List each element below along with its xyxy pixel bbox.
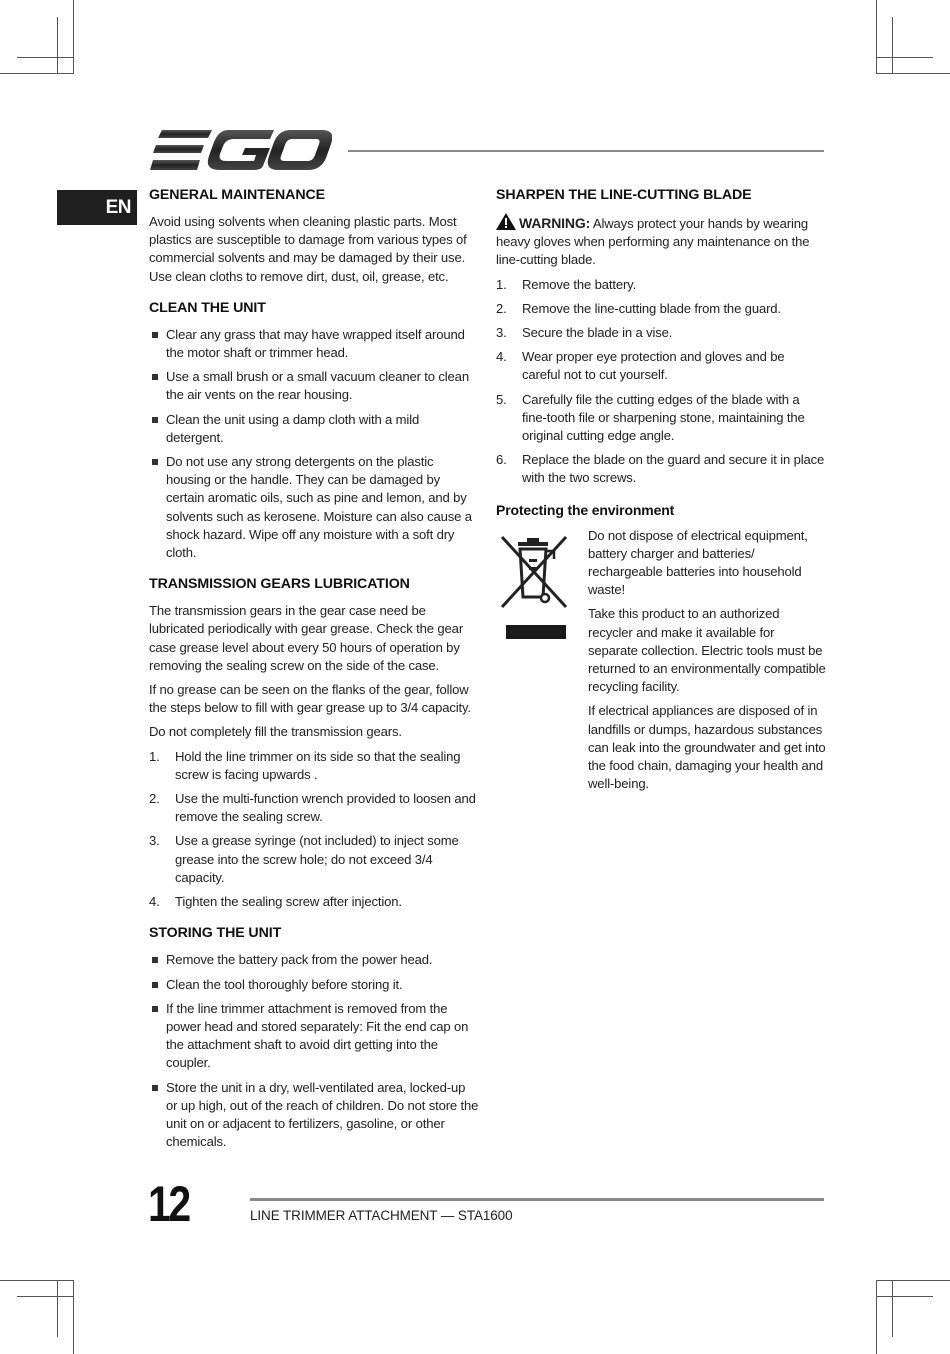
list-item: Store the unit in a dry, well-ventilated area, locked-up or up high, out of the reach of children. Do not store the unit on or adjacent to fertilizers, gasoline, or other chemicals. [149, 1079, 479, 1152]
warning-triangle-icon [496, 213, 516, 230]
environment-section [496, 501, 826, 794]
list-item [149, 832, 479, 887]
step-number: 4. [496, 349, 507, 365]
step-number: 5. [496, 391, 507, 407]
step-number: 4. [149, 894, 160, 910]
list-item: Use a small brush or a small vacuum cleaner to clean the air vents on the rear housing. [149, 368, 479, 404]
step-number: 1. [496, 276, 507, 292]
step-text: Secure the blade in a vise. [522, 325, 673, 341]
list-item [496, 391, 826, 446]
list-item: If the line trimmer attachment is removed from the power head and stored separately: Fit the end cap on the attachment shaft to avoid dirt getting into the coupler. [149, 1000, 479, 1073]
numbered-list [496, 276, 826, 488]
list-item: Do not use any strong detergents on the plastic housing or the handle. They can be damaged by certain aromatic oils, such as pine and lemon, and by solvents such as kerosene. Moisture can also cause a shock hazard. Wipe off any moisture with a soft dry cloth. [149, 453, 479, 562]
paragraph: If electrical appliances are disposed of in landfills or dumps, hazardous substances can leak into the groundwater and get into the food chain, damaging your health and well-being. [588, 703, 826, 792]
step-text: Tighten the sealing screw after injection. [175, 894, 402, 910]
section-heading: STORING THE UNIT [149, 925, 282, 942]
section-heading: SHARPEN THE LINE-CUTTING BLADE [496, 187, 752, 203]
paragraph: Do not dispose of electrical equipment, battery charger and batteries/ rechargeable batteries into household waste! [588, 527, 808, 598]
step-number: 3. [149, 833, 160, 849]
paragraph: Take this product to an authorized recycler and make it available for separate collection. Electric tools must be returned to an environmentally compatible recycling facility. [588, 606, 826, 695]
step-number: 1. [149, 748, 160, 764]
step-text: Hold the line trimmer on its side so that the sealing screw is facing upwards . [175, 748, 461, 782]
step-text: Replace the blade on the guard and secure it in place with the two screws. [522, 452, 825, 486]
right-column [496, 186, 826, 806]
sharpen-section [496, 186, 826, 488]
step-number: 3. [496, 325, 507, 341]
warning-label: WARNING: [519, 215, 591, 231]
list-item [149, 748, 479, 784]
step-text: Remove the battery. [522, 276, 637, 292]
paragraph: The transmission gears in the gear case need be lubricated periodically with gear grease. Check the gear case grease level about every 50 hours of operation by removing the sealing screw on the side of the case. [149, 603, 464, 673]
environment-text [588, 527, 826, 794]
paragraph: Do not completely fill the transmission gears. [149, 724, 402, 740]
section-heading: CLEAN THE UNIT [149, 299, 266, 316]
clean-unit-section [149, 299, 479, 562]
paragraph: If no grease can be seen on the flanks of the gear, follow the steps below to fill with gear grease up to 3/4 capacity. [149, 682, 471, 716]
section-heading: TRANSMISSION GEARS LUBRICATION [149, 576, 410, 593]
step-number: 6. [496, 452, 507, 468]
list-item: Clean the unit using a damp cloth with a mild detergent. [149, 411, 479, 447]
language-tab: EN [57, 190, 137, 225]
step-number: 2. [149, 791, 160, 807]
list-item [496, 276, 826, 294]
header-rule [348, 150, 824, 152]
step-number: 2. [496, 300, 507, 316]
warning-text: Always protect your hands by wearing heavy gloves when performing any maintenance on the line-cutting blade. [496, 216, 810, 268]
footer-title: LINE TRIMMER ATTACHMENT — STA1600 [250, 1208, 513, 1223]
transmission-section [149, 575, 479, 911]
list-item [496, 324, 826, 342]
list-item [149, 790, 479, 826]
general-maintenance-section [149, 186, 479, 286]
footer-rule [250, 1198, 824, 1201]
section-heading: GENERAL MAINTENANCE [149, 187, 325, 203]
environment-body [496, 527, 826, 794]
paragraph: Avoid using solvents when cleaning plastic parts. Most plastics are susceptible to damage from various types of commercial solvents and may be damaged by their use. Use clean cloths to remove dirt, dust, oil, grease, etc. [149, 214, 467, 284]
storing-section [149, 924, 479, 1151]
step-text: Use the multi-function wrench provided to loosen and remove the sealing screw. [175, 791, 476, 825]
section-heading: Protecting the environment [496, 501, 675, 518]
step-text: Carefully file the cutting edges of the blade with a fine-tooth file or sharpening stone, maintaining the original cutting edge angle. [522, 391, 805, 444]
ego-logo [150, 128, 332, 172]
step-text: Use a grease syringe (not included) to inject some grease into the screw hole; do not exceed 3/4 capacity. [175, 833, 459, 885]
bullet-list [149, 326, 479, 562]
step-text: Remove the line-cutting blade from the guard. [522, 300, 781, 316]
list-item [496, 451, 826, 487]
left-column [149, 186, 479, 1164]
list-item: Clear any grass that may have wrapped itself around the motor shaft or trimmer head. [149, 326, 479, 362]
crossed-out-wheelie-bin-icon [496, 529, 576, 654]
bullet-list [149, 951, 479, 1151]
list-item: Clean the tool thoroughly before storing it. [149, 976, 479, 994]
list-item [149, 893, 479, 911]
page-number: 12 [148, 1176, 189, 1232]
warning-paragraph [496, 213, 826, 270]
step-text: Wear proper eye protection and gloves and be careful not to cut yourself. [522, 349, 785, 383]
list-item [496, 300, 826, 318]
list-item [496, 348, 826, 384]
list-item: Remove the battery pack from the power head. [149, 951, 479, 969]
numbered-list [149, 748, 479, 912]
